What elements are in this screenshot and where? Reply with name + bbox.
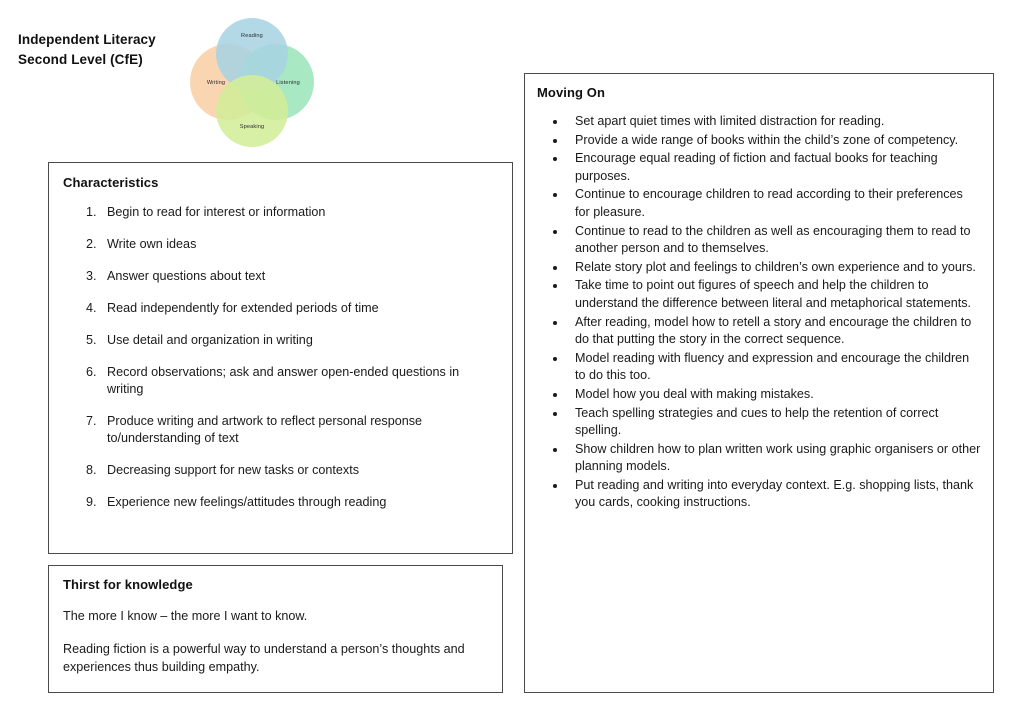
literacy-venn-diagram (178, 10, 326, 155)
list-item: 5. Use detail and organization in writing (100, 332, 498, 349)
list-item: 4. Read independently for extended periods of time (100, 300, 498, 317)
thirst-paragraph: The more I know – the more I want to know. (63, 609, 308, 623)
list-item: • Put reading and writing into everyday context. E.g. shopping lists, thank you cards, cooking instructions. (567, 477, 981, 512)
list-item: • Set apart quiet times with limited distraction for reading. (567, 113, 981, 131)
list-item: 6. Record observations; ask and answer open-ended questions in writing (100, 364, 498, 398)
list-item: 1. Begin to read for interest or information (100, 204, 498, 221)
page-title-line-2: Second Level (CfE) (18, 52, 143, 67)
thirst-for-knowledge-panel (48, 565, 503, 693)
venn-label-writing: Writing (206, 80, 226, 86)
page-title-line-1: Independent Literacy (18, 32, 156, 47)
venn-label-speaking: Speaking (239, 124, 265, 130)
list-item: • Continue to read to the children as well as encouraging them to read to another person and to themselves. (567, 223, 981, 258)
characteristics-heading: Characteristics (63, 175, 159, 190)
moving-on-list (537, 113, 981, 512)
list-item: • Model how you deal with making mistakes. (567, 386, 981, 404)
moving-on-heading: Moving On (537, 85, 606, 100)
list-item: • Continue to encourage children to read according to their preferences for pleasure. (567, 186, 981, 221)
list-item: 7. Produce writing and artwork to reflect personal response to/understanding of text (100, 413, 498, 447)
thirst-paragraph: Reading fiction is a powerful way to understand a person’s thoughts and experiences thus building empathy. (63, 642, 465, 674)
characteristics-panel (48, 162, 513, 554)
list-item: • After reading, model how to retell a story and encourage the children to do that putting the story in the correct sequence. (567, 314, 981, 349)
list-item: • Teach spelling strategies and cues to help the retention of correct spelling. (567, 405, 981, 440)
moving-on-panel (524, 73, 994, 693)
list-item: • Relate story plot and feelings to children’s own experience and to yours. (567, 259, 981, 277)
characteristics-list (63, 204, 498, 511)
list-item: 2. Write own ideas (100, 236, 498, 253)
list-item: 8. Decreasing support for new tasks or contexts (100, 462, 498, 479)
list-item: 9. Experience new feelings/attitudes through reading (100, 494, 498, 511)
venn-label-listening: Listening (276, 80, 300, 86)
list-item: • Show children how to plan written work using graphic organisers or other planning models. (567, 441, 981, 476)
thirst-for-knowledge-heading: Thirst for knowledge (63, 577, 193, 592)
list-item: • Take time to point out figures of speech and help the children to understand the difference between literal and metaphorical statements. (567, 277, 981, 312)
list-item: • Model reading with fluency and expression and encourage the children to do this too. (567, 350, 981, 385)
venn-label-reading: Reading (241, 33, 263, 39)
list-item: • Provide a wide range of books within the child’s zone of competency. (567, 132, 981, 150)
list-item: 3. Answer questions about text (100, 268, 498, 285)
list-item: • Encourage equal reading of fiction and factual books for teaching purposes. (567, 150, 981, 185)
